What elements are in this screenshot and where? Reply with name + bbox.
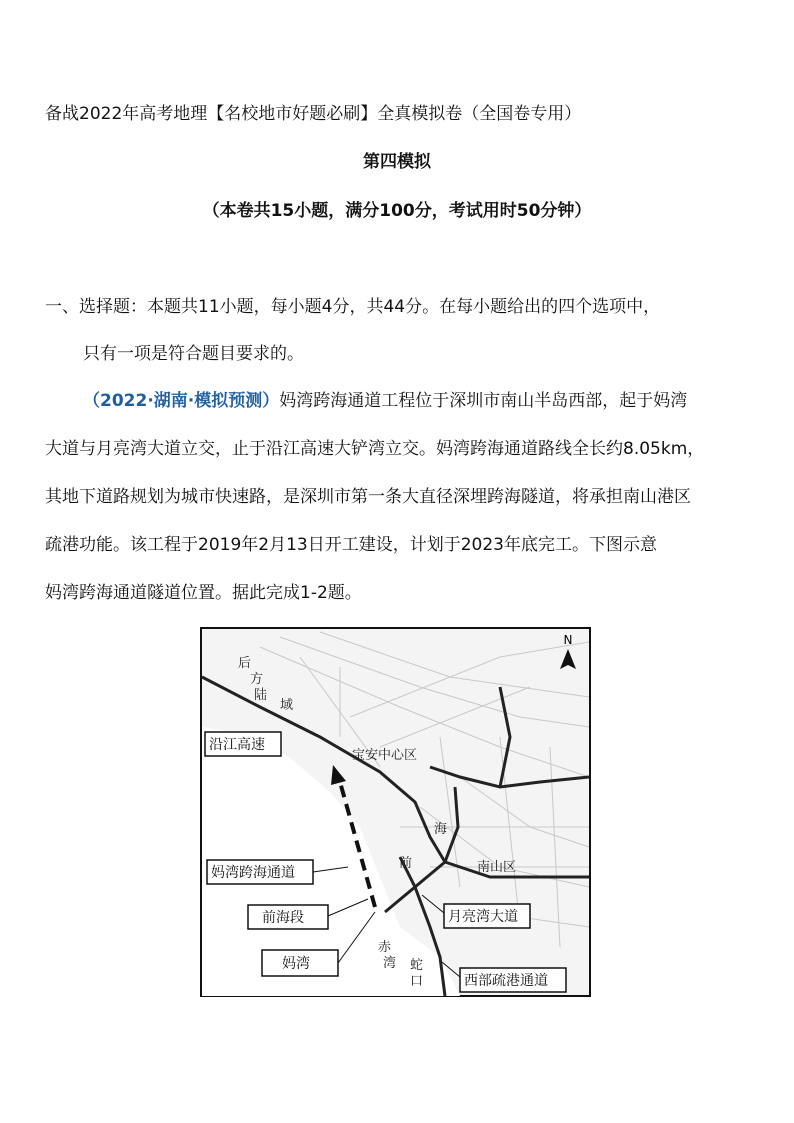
exam-subtitle: 第四模拟 <box>363 152 431 172</box>
passage-line3: 其地下道路规划为城市快速路，是深圳市第一条大直径深埋跨海隧道，将承担南山港区 <box>45 487 691 507</box>
section-instruction-line1: 一、选择题：本题共11小题，每小题4分，共44分。在每小题给出的四个选项中， <box>45 297 661 317</box>
label-nanshan-district: 南山区 <box>477 860 517 875</box>
label-yu: 域 <box>280 698 294 713</box>
label-yanjiang-expressway: 沿江高速 <box>209 737 265 753</box>
passage-line5: 妈湾跨海通道隧道位置。据此完成1-2题。 <box>45 583 362 603</box>
passage-line4: 疏港功能。该工程于2019年2月13日开工建设，计划于2023年底完工。下图示意 <box>45 535 657 555</box>
label-mawan-tunnel: 妈湾跨海通道 <box>211 865 295 881</box>
label-baoan-center: 宝安中心区 <box>352 748 418 763</box>
passage-line1-text: 妈湾跨海通道工程位于深圳市南山半岛西部，起于妈湾 <box>279 391 688 411</box>
north-label: N <box>563 633 573 647</box>
label-fang: 方 <box>250 672 264 687</box>
document-title: 备战2022年高考地理【名校地市好题必刷】全真模拟卷（全国卷专用） <box>45 104 582 124</box>
question-source: （2022·湖南·模拟预测） <box>83 391 280 411</box>
label-she: 蛇 <box>410 958 424 973</box>
section-instruction-line2: 只有一项是符合题目要求的。 <box>83 344 304 364</box>
passage-line1 <box>83 389 687 413</box>
tunnel-location-map <box>200 627 591 997</box>
label-hai: 海 <box>434 822 448 837</box>
label-western-port-channel: 西部疏港通道 <box>464 973 548 989</box>
label-qian: 前 <box>399 856 413 871</box>
label-kou: 口 <box>410 974 424 989</box>
passage-line2: 大道与月亮湾大道立交，止于沿江高速大铲湾立交。妈湾跨海通道路线全长约8.05km， <box>45 439 705 459</box>
label-mawan: 妈湾 <box>282 956 310 972</box>
label-chi: 赤 <box>378 940 392 955</box>
label-wan: 湾 <box>383 956 397 971</box>
label-lu: 陆 <box>254 688 268 703</box>
label-qianhai-segment: 前海段 <box>262 910 304 926</box>
label-hou: 后 <box>238 656 252 671</box>
label-yueliang-bay-avenue: 月亮湾大道 <box>448 909 518 925</box>
exam-note: （本卷共15小题，满分100分，考试用时50分钟） <box>202 201 592 221</box>
